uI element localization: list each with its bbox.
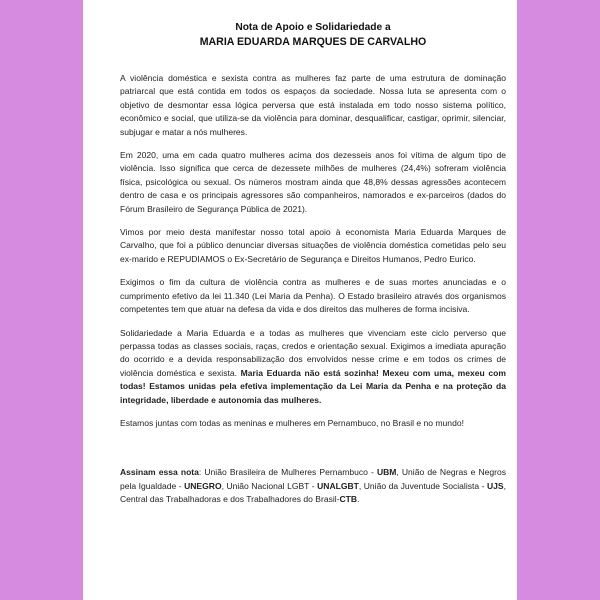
document-title bbox=[120, 20, 506, 50]
paragraph-5-bold-text: Maria Eduarda não está sozinha! Mexeu com uma, mexeu com todas! Estamos unidas pela efetiva implementação da Lei Maria da Penha e na proteção da integridade, liberdade e autonomia das mulheres. bbox=[120, 367, 506, 405]
signatures bbox=[120, 466, 506, 506]
signature-text-6: . bbox=[357, 494, 360, 505]
signature-unalgbt: UNALGBT bbox=[317, 480, 359, 491]
document-body bbox=[120, 72, 506, 507]
signature-text-3: , União Nacional LGBT - bbox=[221, 480, 318, 491]
document-page bbox=[83, 0, 517, 600]
signature-ujs: UJS bbox=[486, 480, 504, 491]
paragraph-4: Exigimos o fim da cultura de violência contra as mulheres e de suas mortes anunciadas e o cumprimento efetivo da lei 11.340 (Lei Maria da Penha). O Estado brasileiro através dos organismos competentes tem que atuar na defesa da vida e dos direitos das mulheres de forma incisiva. bbox=[120, 277, 506, 315]
paragraph-2: Em 2020, uma em cada quatro mulheres acima dos dezesseis anos foi vítima de algum tipo de violência. Isso significa que cerca de dezessete milhões de mulheres (24,4%) sofreram violência física, psicológica ou sexual. Os números mostram ainda que 48,8% dessas agressões acontecem dentro de casa e os principais agressores são companheiros, namorados e ex-parceiros (dados do Fórum Brasileiro de Segurança Pública de 2021). bbox=[120, 150, 506, 214]
signature-ctb: CTB bbox=[339, 494, 358, 505]
paragraph-1: A violência doméstica e sexista contra as mulheres faz parte de uma estrutura de dominação patriarcal que está contida em todos os espaços da sociedade. Nossa luta se apresenta com o objetivo de desmontar essa lógica perversa que está instalada em todo nosso sistema político, econômico e social, que utiliza-se da violência para dominar, desqualificar, castigar, oprimir, silenciar, subjugar e matar a nós mulheres. bbox=[120, 73, 506, 137]
title-line-2: MARIA EDUARDA MARQUES DE CARVALHO bbox=[199, 36, 427, 48]
signature-text-2: , União de Negras e Negros pela Igualdade - bbox=[120, 467, 506, 491]
signature-text-5: , Central das Trabalhadoras e dos Trabalhadores do Brasil- bbox=[120, 480, 506, 505]
signatures-label: Assinam essa nota bbox=[120, 467, 199, 478]
paragraph-5 bbox=[120, 327, 506, 407]
paragraph-3: Vimos por meio desta manifestar nosso total apoio à economista Maria Eduarda Marques de Carvalho, que foi a público denunciar diversas situações de violência doméstica cometidas pelo seu ex-marido e REPUDIAMOS o Ex-Secretário de Segurança e Direitos Humanos, Pedro Eurico. bbox=[120, 227, 506, 264]
signature-text-1: : União Brasileira de Mulheres Pernambuco - bbox=[198, 467, 377, 478]
signature-unegro: UNEGRO bbox=[184, 480, 222, 491]
signature-ubm: UBM bbox=[376, 467, 397, 478]
signature-text-4: , União da Juventude Socialista - bbox=[358, 480, 487, 491]
paragraph-6: Estamos juntas com todas as meninas e mulheres em Pernambuco, no Brasil e no mundo! bbox=[120, 417, 464, 428]
title-line-1: Nota de Apoio e Solidariedade a bbox=[235, 22, 391, 33]
paragraph-5-text: Solidariedade a Maria Eduarda e a todas as mulheres que vivenciam este ciclo perverso que perpassa todas as classes sociais, raças, credos e orientação sexual. Exigimos a imediata apuração do ocorrido e a devida responsabilização dos envolvidos nesse crime e em todos os crimes de violência doméstica e sexista. bbox=[120, 327, 506, 378]
